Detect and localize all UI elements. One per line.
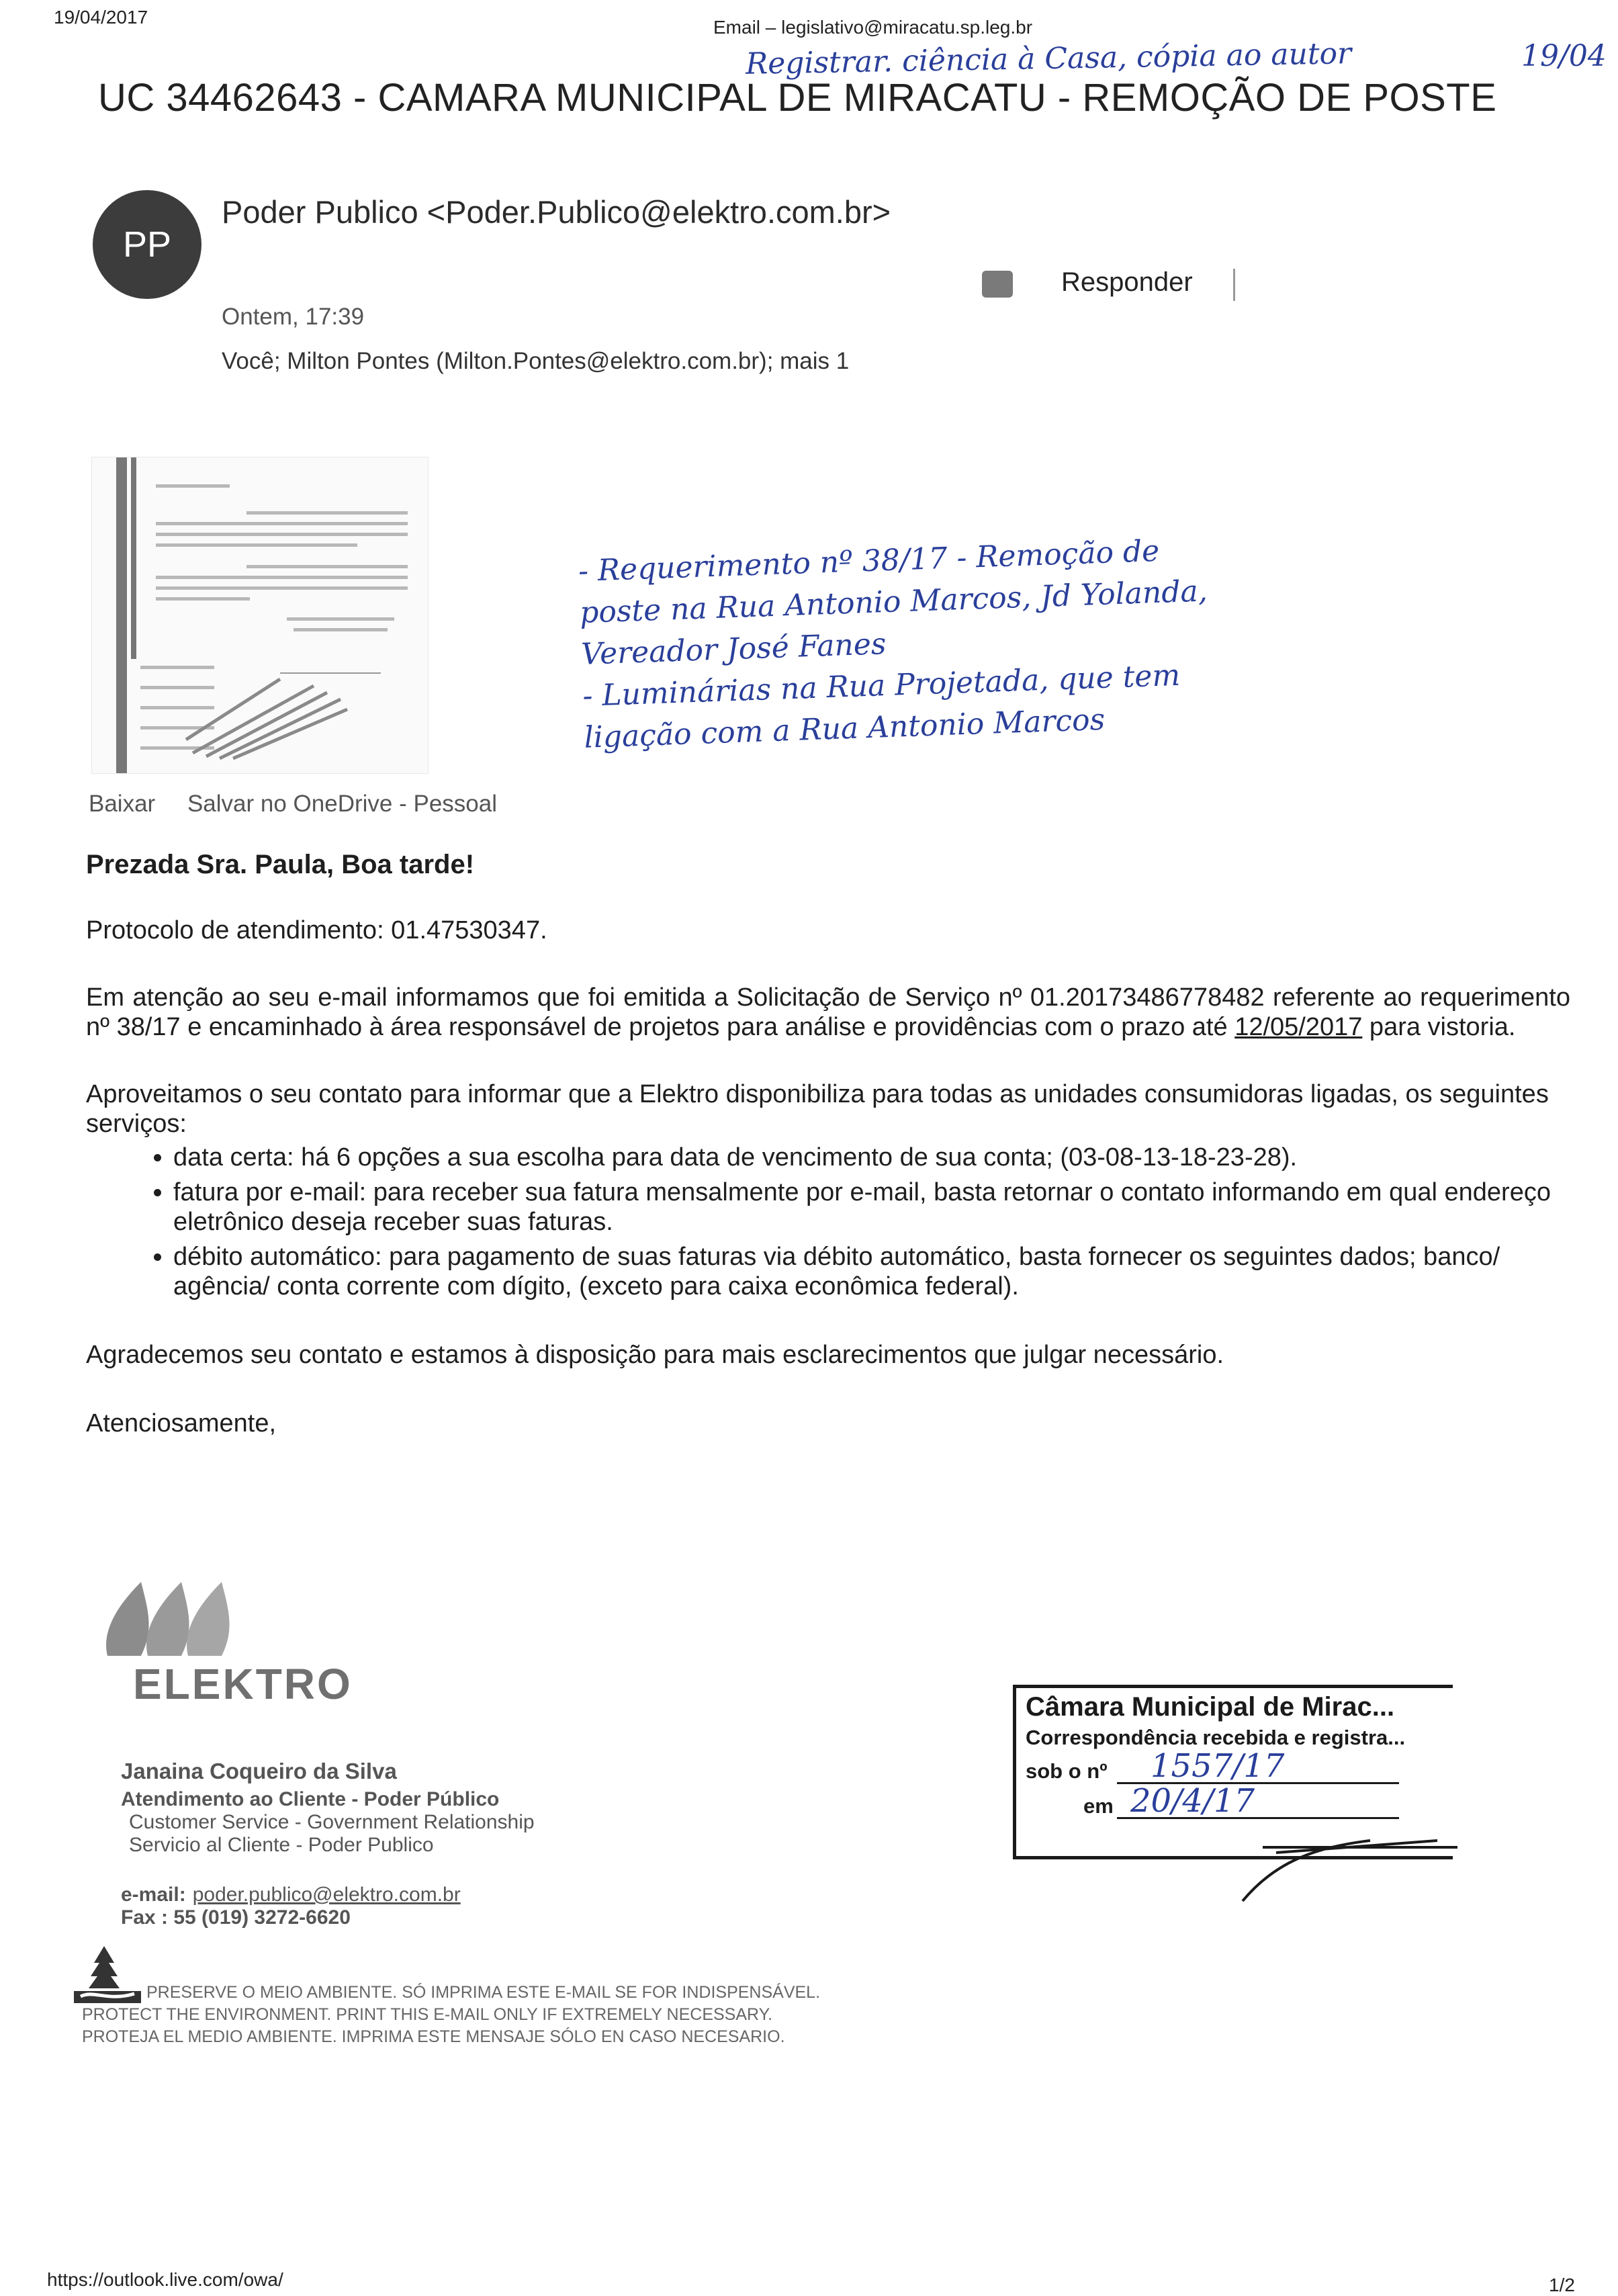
thumbnail-margin-bar — [131, 457, 136, 659]
handwritten-note-line: Vereador José Fanes — [580, 627, 887, 672]
thumbnail-text-line — [246, 565, 408, 568]
thumbnail-text-line — [294, 628, 388, 631]
footer-url: https://outlook.live.com/owa/ — [47, 2269, 283, 2290]
protocol-number: Protocolo de atendimento: 01.47530347. — [86, 916, 547, 944]
avatar: PP — [93, 190, 201, 299]
handwritten-note-line: ligação com a Rua Antonio Marcos — [583, 702, 1106, 755]
thumbnail-text-line — [156, 543, 357, 547]
brand-name: ELEKTRO — [133, 1660, 353, 1708]
thumbnail-text-line — [156, 522, 408, 525]
thumbnail-text-line — [156, 576, 408, 579]
environment-notice-es: PROTEJA EL MEDIO AMBIENTE. IMPRIMA ESTE MENSAJE SÓLO EN CASO NECESARIO. — [82, 2027, 785, 2046]
closing: Atenciosamente, — [86, 1409, 277, 1438]
recipients-line[interactable]: Você; Milton Pontes (Milton.Pontes@elektro.com.br); mais 1 — [222, 348, 850, 374]
list-item: • data certa: há 6 opções a sua escolha para data de vencimento de sua conta; (03-08-13-18-23-28). — [173, 1143, 1570, 1172]
thumbnail-stamp-scribble — [179, 672, 394, 760]
print-date: 19/04/2017 — [54, 7, 148, 28]
thumbnail-text-line — [156, 586, 408, 590]
environment-notice-intl — [82, 2004, 785, 2048]
attachment-actions — [89, 791, 497, 818]
thumbnail-text-line — [156, 533, 408, 536]
list-item: • débito automático: para pagamento de suas faturas via débito automático, basta fornecer os seguintes dados; banco/ agência/ conta corrente com dígito, (exceto para caixa econômica federal). — [173, 1242, 1570, 1301]
thumbnail-margin-bar — [116, 457, 127, 773]
email-label: e-mail: — [121, 1884, 186, 1906]
signature-line-es: Servicio al Cliente - Poder Publico — [129, 1834, 434, 1856]
signature-email-row — [121, 1884, 725, 1906]
thumbnail-text-line — [287, 617, 394, 621]
stamp-date: 20/4/17 — [1130, 1782, 1255, 1820]
paragraph-text: Em atenção ao seu e-mail informamos que foi emitida a Solicitação de Serviço nº 01.20173486778482 referente ao requerimento nº 38/17 e encaminhado à área responsável de projetos para análise e providências com o prazo até — [86, 983, 1570, 1041]
handwritten-note-line: - Luminárias na Rua Projetada, que tem — [582, 658, 1181, 713]
thumbnail-text-line — [156, 484, 230, 488]
signature-block — [121, 1759, 725, 1929]
save-onedrive-link[interactable]: Salvar no OneDrive - Pessoal — [187, 791, 497, 817]
environment-tree-icon — [74, 1943, 141, 2003]
deadline-date: 12/05/2017 — [1234, 1013, 1363, 1041]
handwritten-dispatch-date: 19/04 — [1521, 39, 1607, 73]
sender-address[interactable]: Poder Publico <Poder.Publico@elektro.com.br> — [222, 194, 891, 230]
thumbnail-text-line — [246, 511, 408, 515]
download-link[interactable]: Baixar — [89, 791, 156, 817]
email-body — [86, 850, 1570, 1464]
paragraph-text: para vistoria. — [1362, 1013, 1516, 1041]
greeting: Prezada Sra. Paula, Boa tarde! — [86, 850, 475, 879]
stamp-title: Câmara Municipal de Mirac... — [1026, 1692, 1395, 1722]
service-request-paragraph — [86, 983, 1570, 1042]
signature-line-en: Customer Service - Government Relationship — [129, 1811, 535, 1833]
signature-email-link[interactable]: poder.publico@elektro.com.br — [192, 1884, 461, 1906]
handwritten-dispatch-note: Registrar. ciência à Casa, cópia ao autor — [745, 36, 1352, 81]
elektro-logo-icon — [101, 1575, 262, 1663]
stamp-signature-scribble — [1236, 1820, 1478, 1908]
stamp-number-label: sob o nº — [1026, 1759, 1108, 1783]
page-number: 1/2 — [1549, 2275, 1575, 2295]
thanks-paragraph: Agradecemos seu contato e estamos à disposição para mais esclarecimentos que julgar necessário. — [86, 1341, 1224, 1369]
stamp-date-label: em — [1083, 1794, 1114, 1818]
signature-name: Janaina Coqueiro da Silva — [121, 1759, 397, 1783]
environment-notice-pt: PRESERVE O MEIO AMBIENTE. SÓ IMPRIMA ESTE E-MAIL SE FOR INDISPENSÁVEL. — [146, 1983, 821, 2002]
thumbnail-text-line — [140, 666, 214, 669]
stamp-number: 1557/17 — [1151, 1747, 1285, 1785]
print-email-header: Email – legislativo@miracatu.sp.leg.br — [713, 17, 1033, 38]
handwritten-note-line: poste na Rua Antonio Marcos, Jd Yolanda, — [579, 574, 1208, 630]
services-list — [86, 1143, 1570, 1301]
list-item: • fatura por e-mail: para receber sua fatura mensalmente por e-mail, basta retornar o contato informando em qual endereço eletrônico deseja receber suas faturas. — [173, 1178, 1570, 1237]
services-intro: Aproveitamos o seu contato para informar que a Elektro disponibiliza para todas as unidades consumidoras ligadas, os seguintes serviços: — [86, 1080, 1549, 1138]
reply-icon[interactable] — [982, 271, 1013, 298]
reply-dropdown-divider — [1233, 269, 1235, 301]
handwritten-notes — [578, 529, 1212, 758]
environment-notice-en: PROTECT THE ENVIRONMENT. PRINT THIS E-MAIL ONLY IF EXTREMELY NECESSARY. — [82, 2005, 773, 2024]
stamp-subtitle: Correspondência recebida e registra... — [1026, 1726, 1406, 1749]
email-subject: UC 34462643 - CAMARA MUNICIPAL DE MIRACATU - REMOÇÃO DE POSTE — [98, 76, 1497, 120]
sent-time: Ontem, 17:39 — [222, 304, 365, 330]
signature-department: Atendimento ao Cliente - Poder Público — [121, 1788, 500, 1810]
handwritten-note-line: - Requerimento nº 38/17 - Remoção de — [578, 533, 1160, 588]
signature-fax: Fax : 55 (019) 3272-6620 — [121, 1906, 351, 1929]
reply-button[interactable]: Responder — [1061, 267, 1193, 297]
thumbnail-text-line — [156, 597, 250, 601]
attachment-thumbnail[interactable] — [91, 457, 429, 774]
